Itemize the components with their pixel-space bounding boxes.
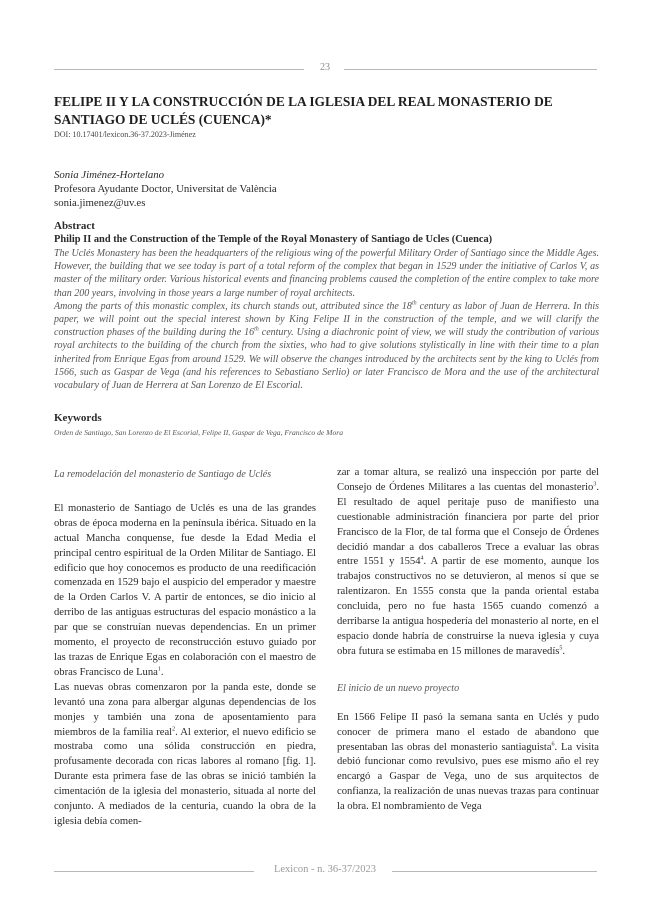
footnote-ref[interactable]: 4	[420, 555, 424, 562]
author-email[interactable]: sonia.jimenez@uv.es	[54, 197, 146, 209]
page-number: 23	[320, 62, 330, 73]
header-rule-right	[344, 69, 597, 70]
body-paragraph: zar a tomar altura, se realizó una inspección por parte del Consejo de Órdenes Militares a las cuentas del monasterio$^3$. El resultado de aquel peritaje puso de manifiesto una cuestionable administración financiera por parte del prior Francisco de la Flor, de tal forma que el Consejo de Órdenes decidió mandar a dos caballeros Trece a evaluar las obras entre 1551 y 1554$^4$. A partir de ese momento, aunque los trabajos constructivos no se detuvieron, al menos sí que se ralentizaron. En 1555 consta que la panda oriental estaba concluida, pero no fue hasta 1565 cuando comenzó a derribarse la antigua hospedería del monasterio al norte, en el espacio donde habría de construirse la nueva iglesia y cuya obra futura se estimaba en 15 millones de maravedís$^5$.	[337, 467, 599, 657]
footnote-ref[interactable]: 6	[551, 740, 555, 747]
keywords-heading: Keywords	[54, 412, 102, 424]
footnote-ref[interactable]: 2	[172, 725, 176, 732]
keywords-list: Orden de Santiago, San Lorenzo de El Escorial, Felipe II, Gaspar de Vega, Francisco de Mora	[54, 428, 344, 437]
footnote-ref[interactable]: 1	[157, 666, 161, 673]
article-title: FELIPE II Y LA CONSTRUCCIÓN DE LA IGLESIA DEL REAL MONASTERIO DE SANTIAGO DE UCLÉS (CUENCA)*	[54, 94, 553, 127]
abstract-paragraph: The Uclés Monastery has been the headquarters of the religious wing of the powerful Military Order of Santiago since the Middle Ages. However, the building that we see today is part of a total reform of the complex that began in 1529 under the initiative of Carlos V, as master of the military order. Various historical events and financing problems caused the completion of the entire complex to take more than 200 years, involving in those years a large number of royal architects.	[54, 248, 599, 299]
footnote-ref[interactable]: 3	[593, 481, 597, 488]
doi-link[interactable]: DOI: 10.17401/lexicon.36-37.2023-Jiménez	[54, 130, 196, 139]
footer-rule-right	[392, 871, 597, 872]
abstract-body	[54, 247, 599, 392]
abstract-heading: Abstract	[54, 220, 95, 232]
body-paragraph: El monasterio de Santiago de Uclés es una de las grandes obras de época moderna en la península ibérica. Situado en la actual Mancha conquense, fue desde la Edad Media el principal centro espiritual de la Orden Militar de Santiago. El edificio que hoy conocemos es producto de una reedificación comenzada en 1529 bajo el auspicio del emperador y maestre de la Orden Carlos V. A partir de entonces, se dio inicio al derribo de las antiguas estructuras del espacio monástico a la par que se construían nuevas dependencias. En un primer momento, el proyecto de reconstrucción estuvo guiado por las trazas de Enrique Egas en colaboración con el maestro de obras Francisco de Luna$^1$.	[54, 502, 316, 678]
section-title: El inicio de un nuevo proyecto	[337, 682, 460, 694]
left-column	[54, 468, 316, 830]
author-affiliation: Profesora Ayudante Doctor, Universitat de València	[54, 183, 277, 195]
footnote-ref[interactable]: 5	[559, 645, 563, 652]
journal-footer: Lexicon - n. 36-37/2023	[273, 864, 377, 875]
abstract-paragraph: Among the parts of this monastic complex, its church stands out, attributed since the 18th century as labor of Juan de Herrera. In this paper, we will point out the special interest shown by King Felipe II in the construction of the temple, and we will clarify the construction phases of the building during the 16th century. Using a diachronic point of view, we will study the contribution of various royal architects to the building of the church from the sixties, who had to give solutions stylistically in line with their time to a plan inherited from Enrique Egas from around 1529. We will observe the changes introduced by the architects sent by the king to Uclés from 1566, such as Gaspar de Vega (and his references to Sebastiano Serlio) or later Francisco de Mora and the use of the architectural vocabulary of Juan de Herrera at San Lorenzo de El Escorial.	[54, 300, 600, 392]
abstract-subtitle: Philip II and the Construction of the Temple of the Royal Monastery of Santiago de Ucles (Cuenca)	[54, 234, 493, 245]
author-name: Sonia Jiménez-Hortelano	[54, 169, 165, 181]
body-paragraph: En 1566 Felipe II pasó la semana santa en Uclés y pudo conocer de primera mano el estado de abandono que presentaban las obras del monasterio santiaguista$^6$. La visita debió funcionar como revulsivo, pues ese mismo año el rey encargó a Gaspar de Vega, uno de sus arquitectos de confianza, la realización de unas nuevas trazas para continuar la obra. El nombramiento de Vega	[337, 711, 600, 813]
author-block	[54, 168, 277, 210]
right-column	[337, 466, 599, 815]
body-paragraph: Las nuevas obras comenzaron por la panda este, donde se levantó una zona para albergar algunas dependencias de los monjes y también una zona de aposentamiento para miembros de la familia real$^2$. Al exterior, el nuevo edificio se mostraba como una sólida construcción en piedra, profusamente decorada con ricas labores al romano [fig. 1]. Durante esta primera fase de las obras se inició también la cimentación de la iglesia del monasterio, situada al norte del conjunto. A mediados de la centuria, cuando la obra de la iglesia debía comen-	[54, 681, 316, 827]
section-title: La remodelación del monasterio de Santiago de Uclés	[54, 469, 272, 480]
